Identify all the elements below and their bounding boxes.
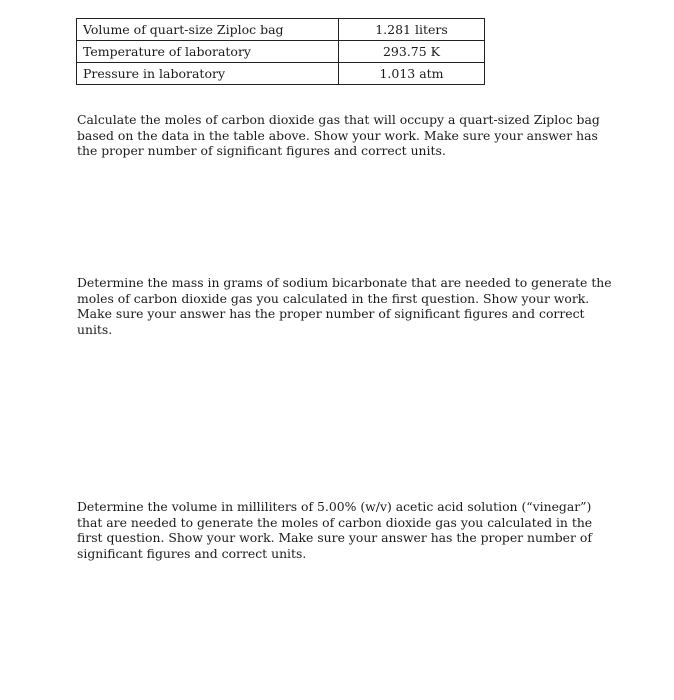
data-table bbox=[76, 18, 485, 85]
question-3-text: Determine the volume in milliliters of 5.00% (w/v) acetic acid solution (“vinegar”) that are needed to generate the moles of carbon dioxide gas you calculated in the first question. Show your work. Make sure your answer has the proper number of significant figures and correct units. bbox=[77, 499, 593, 561]
question-2-text: Determine the mass in grams of sodium bicarbonate that are needed to generate the moles of carbon dioxide gas you calculated in the first question. Show your work. Make sure your answer has the proper number of significant figures and correct units. bbox=[77, 275, 612, 337]
table-cell-label: Pressure in laboratory bbox=[77, 63, 339, 85]
table-row bbox=[77, 63, 485, 85]
table-cell-value: 293.75 K bbox=[339, 41, 485, 63]
table-row bbox=[77, 41, 485, 63]
table-cell-label: Volume of quart-size Ziploc bag bbox=[77, 19, 339, 41]
table-cell-value: 1.281 liters bbox=[339, 19, 485, 41]
table-row bbox=[77, 19, 485, 41]
table-cell-label: Temperature of laboratory bbox=[77, 41, 339, 63]
question-1-text: Calculate the moles of carbon dioxide gas that will occupy a quart-sized Ziploc bag based on the data in the table above. Show your work. Make sure your answer has the proper number of significant figures and correct units. bbox=[77, 112, 600, 158]
table-cell-value: 1.013 atm bbox=[339, 63, 485, 85]
